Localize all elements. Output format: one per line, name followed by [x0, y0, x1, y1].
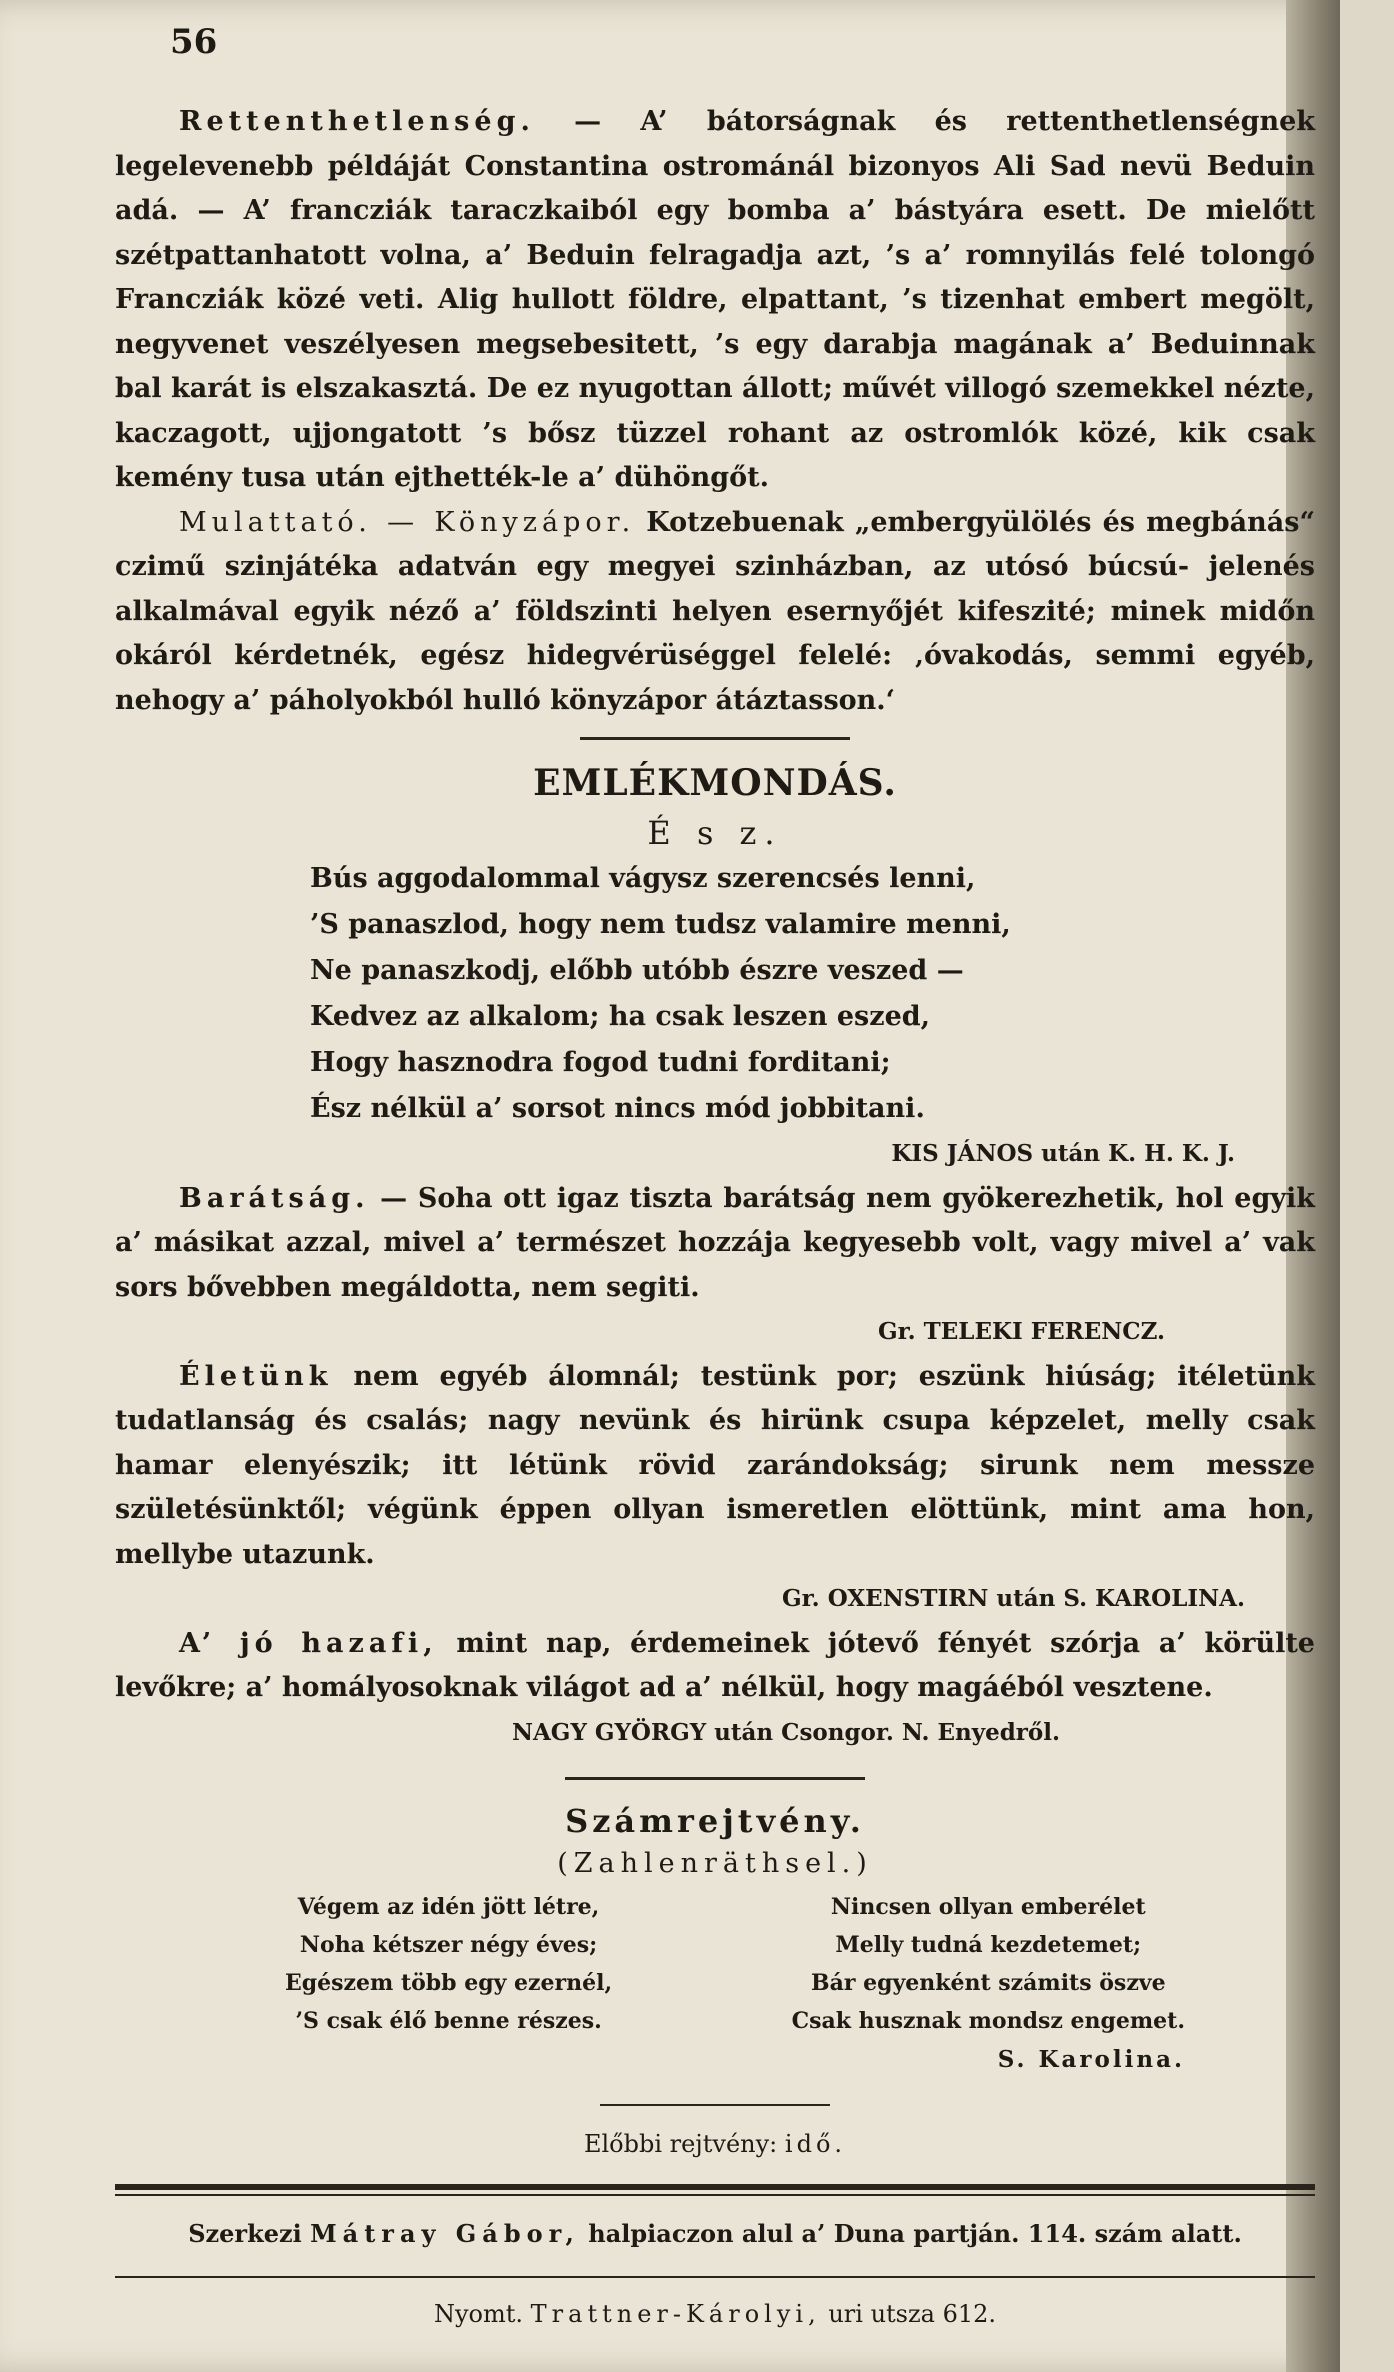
riddle-line: Bár egyenként számits öszve — [810, 1970, 1166, 1996]
divider — [600, 2104, 830, 2106]
paragraph-text: — Soha ott igaz tiszta barátság nem gyökerezhetik, hol egyik a’ másikat azzal, mivel a’ természet hozzája kegyesebb volt, vagy mivel a’ vak sors bővebben megáldotta, nem segiti. — [115, 1182, 1315, 1303]
section-subtitle: É s z. — [647, 814, 783, 852]
poem-line: Ész nélkül a’ sorsot nincs mód jobbitani. — [310, 1093, 925, 1124]
printer-prefix: Nyomt. — [433, 2300, 524, 2328]
editor-line — [115, 2214, 1315, 2254]
paragraph-attribution: Gr. TELEKI FERENCZ. — [878, 1318, 1165, 1345]
divider — [115, 2184, 1315, 2190]
riddle-line: Végem az idén jött létre, — [297, 1894, 600, 1920]
paragraph-baratsag — [115, 1177, 1315, 1311]
poem-line: Bús aggodalommal vágysz szerencsés lenni, — [310, 863, 976, 894]
section-title: EMLÉKMONDÁS. — [533, 762, 897, 804]
riddle-line: Melly tudná kezdetemet; — [835, 1932, 1142, 1958]
riddle-subtitle: (Zahlenräthsel.) — [557, 1848, 873, 1879]
poem-attribution: KIS JÁNOS után K. H. K. J. — [891, 1140, 1235, 1167]
page-number: 56 — [170, 22, 218, 62]
riddle-signature: S. Karolina. — [997, 2046, 1185, 2073]
divider — [565, 1777, 865, 1780]
printer-name: Trattner-Károlyi, — [530, 2300, 821, 2328]
paragraph-lead: A’ jó hazafi, — [179, 1627, 438, 1659]
paragraph-text: — A’ bátorságnak és rettenthetlenségnek legelevenebb példáját Constantina ostrománál bizonyos Ali Sad nevü Beduin adá. — A’ francziák taraczkaiból egy bomba a’ bástyára esett. De mielőtt szétpattanhatott volna, a’ Beduin felragadja azt, ’s a’ romnyilás felé tolongó Francziák közé veti. Alig hullott földre, elpattant, ’s tizenhat embert megölt, negyvenet veszélyesen megsebesitett, ’s egy darabja magának a’ Beduinnak bal karát is elszakasztá. De ez nyugottan állott; művét villogó szemekkel nézte, kaczagott, ujjongatott ’s bősz tüzzel rohant az ostromlók közé, kik csak kemény tusa után ejthették-le a’ dühöngőt. — [115, 106, 1315, 493]
poem-line: ’S panaszlod, hogy nem tudsz valamire menni, — [310, 909, 1011, 940]
divider — [580, 737, 850, 740]
poem — [310, 856, 1315, 1132]
previous-riddle — [115, 2124, 1315, 2164]
paragraph-mulattato — [115, 501, 1315, 724]
paragraph-attribution: Gr. OXENSTIRN után S. KAROLINA. — [782, 1585, 1245, 1612]
editor-address: halpiaczon alul a’ Duna partján. 114. szám alatt. — [588, 2219, 1242, 2248]
riddle-verses — [115, 1888, 1315, 2040]
previous-riddle-answer: idő. — [784, 2130, 847, 2158]
riddle-line: Egészem több egy ezernél, — [285, 1970, 613, 1996]
printer-address: uri utsza 612. — [828, 2300, 997, 2328]
paragraph-lead: Barátság. — [179, 1182, 370, 1214]
previous-riddle-label: Előbbi rejtvény: — [583, 2130, 778, 2158]
paragraph-hazafi — [115, 1622, 1315, 1711]
paragraph-lead: Rettenthetlenség. — [179, 106, 535, 137]
paragraph-lead: Életünk — [179, 1360, 333, 1392]
riddle-line: Noha kétszer négy éves; — [299, 1932, 598, 1958]
printer-line — [115, 2294, 1315, 2334]
poem-line: Hogy hasznodra fogod tudni forditani; — [310, 1047, 891, 1078]
poem-line: Ne panaszkodj, előbb utóbb észre veszed — — [310, 955, 964, 986]
divider — [115, 2276, 1315, 2278]
editor-name: Mátray Gábor, — [310, 2219, 580, 2248]
paragraph-text: nem egyéb álomnál; testünk por; eszünk hiúság; itéletünk tudatlanság és csalás; nagy nevünk és hirünk csupa képzelet, melly csak hamar elenyészik; itt létünk rövid zarándokság; sirunk nem messze születésünktől; végünk éppen ollyan ismeretlen elöttünk, mint ama hon, mellybe utazunk. — [115, 1360, 1315, 1570]
paragraph-attribution: NAGY GYÖRGY után Csongor. N. Enyedről. — [511, 1718, 1060, 1746]
riddle-title: Számrejtvény. — [565, 1802, 865, 1840]
paragraph-rettenthetlenseg — [115, 100, 1315, 501]
riddle-line: ’S csak élő benne részes. — [295, 2008, 602, 2034]
paragraph-lead: Mulattató. — Könyzápor. — [179, 506, 636, 538]
riddle-left-column — [285, 1888, 612, 2040]
riddle-line: Csak husznak mondsz engemet. — [791, 2008, 1185, 2034]
article-body — [115, 100, 1315, 2334]
paragraph-eletunk — [115, 1355, 1315, 1578]
divider — [115, 2194, 1315, 2196]
editor-prefix: Szerkezi — [188, 2219, 302, 2248]
riddle-line: Nincsen ollyan emberélet — [830, 1894, 1146, 1920]
poem-line: Kedvez az alkalom; ha csak leszen eszed, — [310, 1001, 931, 1032]
paragraph-text: mint nap, érdemeinek jótevő fényét szórja a’ körülte levőkre; a’ homályosoknak világot ad a’ nélkül, hogy magáéból vesztene. — [115, 1627, 1315, 1703]
paragraph-text: Kotzebuenak „embergyülölés és megbánás“ czimű szinjátéka adatván egy megyei szinházban, az utósó búcsú- jelenés alkalmával egyik néző a’ földszinti helyen esernyőjét kifeszité; minek midőn okáról kérdetnék, egész hidegvérüséggel felelé: ‚óvakodás, semmi egyéb, nehogy a’ páholyokból hulló könyzápor átáztasson.‘ — [115, 506, 1315, 716]
riddle-right-column — [792, 1888, 1185, 2040]
